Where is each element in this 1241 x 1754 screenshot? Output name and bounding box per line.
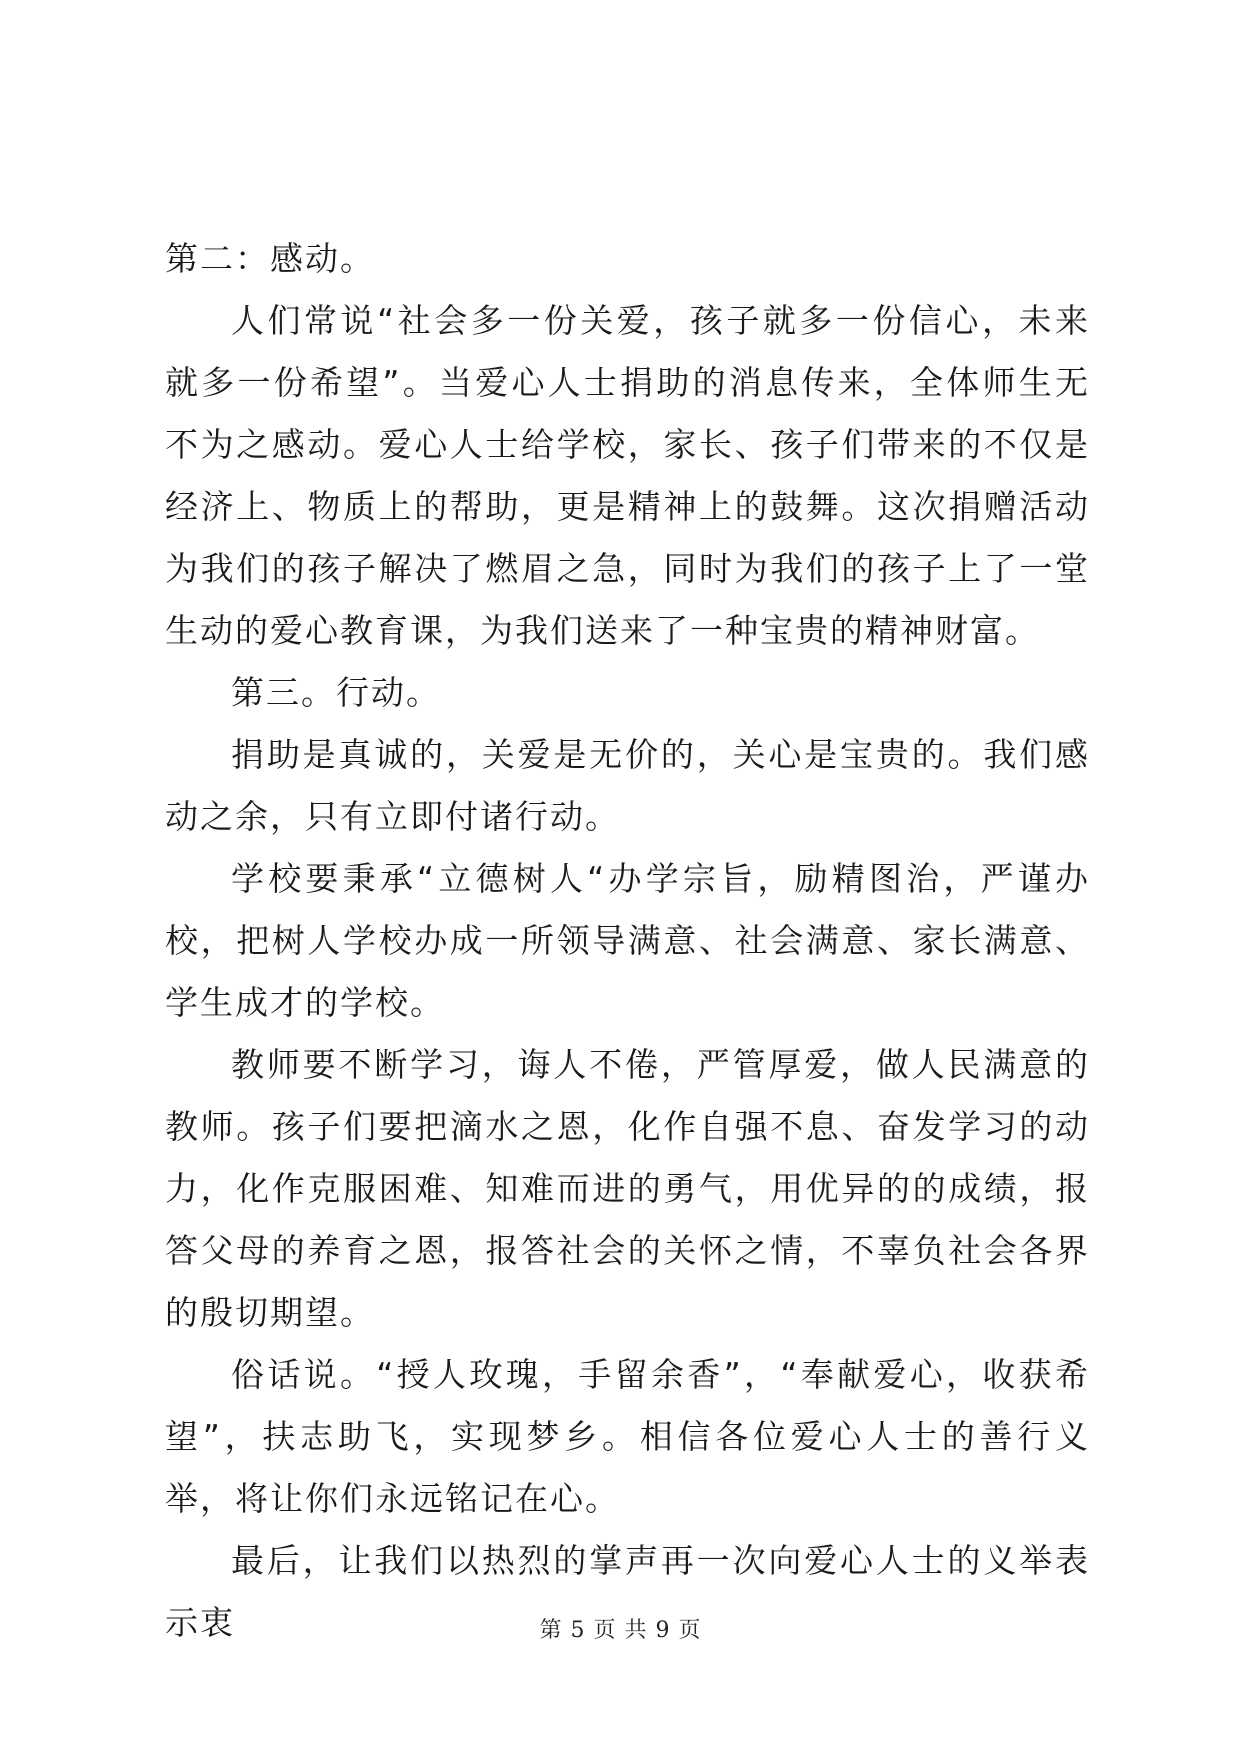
paragraph-4: 捐助是真诚的，关爱是无价的，关心是宝贵的。我们感动之余，只有立即付诸行动。 bbox=[165, 735, 1090, 836]
paragraph-6: 教师要不断学习，诲人不倦，严管厚爱，做人民满意的教师。孩子们要把滴水之恩，化作自强不息、奋发学习的动力，化作克服困难、知难而进的勇气，用优异的的成绩，报答父母的养育之恩，报答社会的关怀之情，不辜负社会各界的殷切期望。 bbox=[165, 1045, 1090, 1332]
paragraph-3: 第三。行动。 bbox=[231, 673, 441, 712]
paragraph-1: 第二：感动。 bbox=[165, 239, 375, 278]
paragraph-5: 学校要秉承“立德树人“办学宗旨，励精图治，严谨办校，把树人学校办成一所领导满意、社会满意、家长满意、学生成才的学校。 bbox=[165, 859, 1090, 1022]
document-body bbox=[165, 228, 1090, 1654]
paragraph-7: 俗话说。“授人玫瑰，手留余香”，“奉献爱心，收获希望”，扶志助飞，实现梦乡。相信各位爱心人士的善行义举，将让你们永远铭记在心。 bbox=[165, 1355, 1090, 1518]
page-footer: 第 5 页 共 9 页 bbox=[539, 1618, 702, 1643]
paragraph-8: 最后，让我们以热烈的掌声再一次向爱心人士的义举表示衷 bbox=[165, 1541, 1090, 1642]
paragraph-2: 人们常说“社会多一份关爱，孩子就多一份信心，未来就多一份希望”。当爱心人士捐助的消息传来，全体师生无不为之感动。爱心人士给学校，家长、孩子们带来的不仅是经济上、物质上的帮助，更是精神上的鼓舞。这次捐赠活动为我们的孩子解决了燃眉之急，同时为我们的孩子上了一堂生动的爱心教育课，为我们送来了一种宝贵的精神财富。 bbox=[165, 301, 1090, 650]
